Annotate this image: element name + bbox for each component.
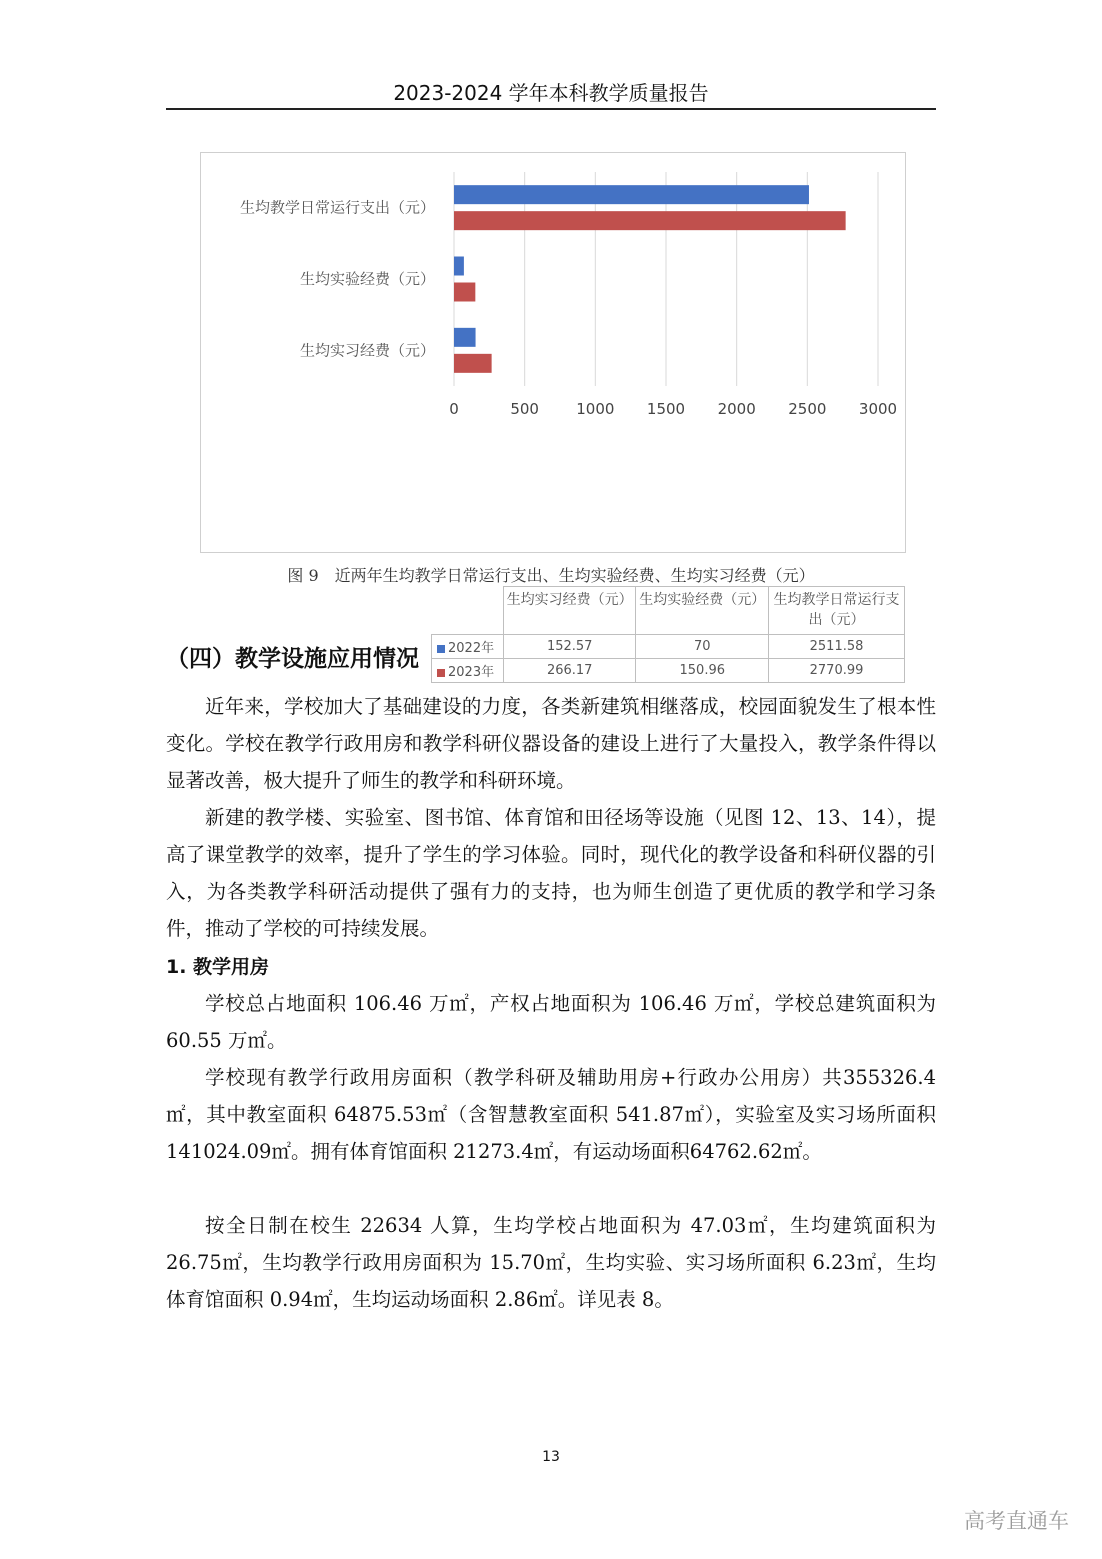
bar-chart (201, 153, 905, 552)
table-cell: 150.96 (636, 659, 769, 683)
bar (454, 185, 809, 204)
x-tick-label: 500 (510, 400, 539, 418)
table-row (432, 635, 905, 659)
bar (454, 211, 846, 230)
report-header-title: 2023-2024 学年本科教学质量报告 (393, 81, 709, 105)
legend-swatch-2022 (437, 645, 445, 653)
legend-label-2022: 2022年 (448, 641, 495, 656)
table-header-row (432, 587, 905, 635)
body-paragraph: 近年来，学校加大了基础建设的力度，各类新建筑相继落成，校园面貌发生了根本性变化。学校在教学行政用房和教学科研仪器设备的建设上进行了大量投入，教学条件得以显著改善，极大提升了师生的教学和科研环境。 (166, 695, 936, 792)
legend-2022 (432, 635, 504, 659)
table-header-daily-operation: 生均教学日常运行支出（元） (769, 587, 905, 635)
legend-label-2023: 2023年 (448, 665, 495, 680)
table-header-experiment: 生均实验经费（元） (636, 587, 769, 635)
figure-caption: 图 9 近两年生均教学日常运行支出、生均实验经费、生均实习经费（元） (287, 566, 815, 585)
category-label: 生均实验经费（元） (299, 270, 435, 288)
table-cell: 70 (636, 635, 769, 659)
legend-swatch-2023 (437, 669, 445, 677)
chart-data-table (431, 586, 905, 683)
body-paragraph: 按全日制在校生 22634 人算，生均学校占地面积为 47.03㎡，生均建筑面积为 26.75㎡，生均教学行政用房面积为 15.70㎡，生均实验、实习场所面积 6.23㎡，生均体育馆面积 0.94㎡，生均运动场面积 2.86㎡。详见表 8。 (166, 1214, 936, 1311)
table-cell: 266.17 (503, 659, 636, 683)
bar (454, 283, 475, 302)
subheading-teaching-rooms: 1. 教学用房 (166, 956, 270, 978)
table-cell: 2511.58 (769, 635, 905, 659)
section-heading: （四）教学设施应用情况 (166, 646, 419, 672)
category-label: 生均实习经费（元） (299, 341, 435, 360)
legend-2023 (432, 659, 504, 683)
x-tick-label: 3000 (858, 400, 898, 418)
bar (454, 257, 464, 276)
page-number: 13 (542, 1449, 560, 1465)
category-label: 生均教学日常运行支出（元） (239, 198, 435, 217)
table-row (432, 659, 905, 683)
table-header-practice: 生均实习经费（元） (503, 587, 636, 635)
table-corner (432, 587, 504, 635)
body-paragraph: 学校总占地面积 106.46 万㎡，产权占地面积为 106.46 万㎡，学校总建筑面积为 60.55 万㎡。 (166, 992, 936, 1052)
x-tick-label: 0 (449, 400, 459, 418)
body-paragraph: 学校现有教学行政用房面积（教学科研及辅助用房+行政办公用房）共355326.4㎡，其中教室面积 64875.53㎡（含智慧教室面积 541.87㎡），实验室及实习场所面积 141024.09㎡。拥有体育馆面积 21273.4㎡，有运动场面积64762.62㎡。 (166, 1066, 936, 1163)
table-cell: 2770.99 (769, 659, 905, 683)
x-tick-label: 1000 (576, 400, 615, 418)
bar (454, 354, 492, 373)
body-paragraph: 新建的教学楼、实验室、图书馆、体育馆和田径场等设施（见图 12、13、14），提高了课堂教学的效率，提升了学生的学习体验。同时，现代化的教学设备和科研仪器的引入，为各类教学科研活动提供了强有力的支持，也为师生创造了更优质的教学和学习条件，推动了学校的可持续发展。 (166, 806, 936, 940)
x-tick-label: 2500 (788, 400, 827, 418)
watermark-text: 高考直通车 (964, 1509, 1069, 1533)
table-cell: 152.57 (503, 635, 636, 659)
x-tick-label: 1500 (646, 400, 686, 418)
x-tick-label: 2000 (717, 400, 756, 418)
header-rule (166, 108, 936, 110)
bar (454, 328, 476, 347)
